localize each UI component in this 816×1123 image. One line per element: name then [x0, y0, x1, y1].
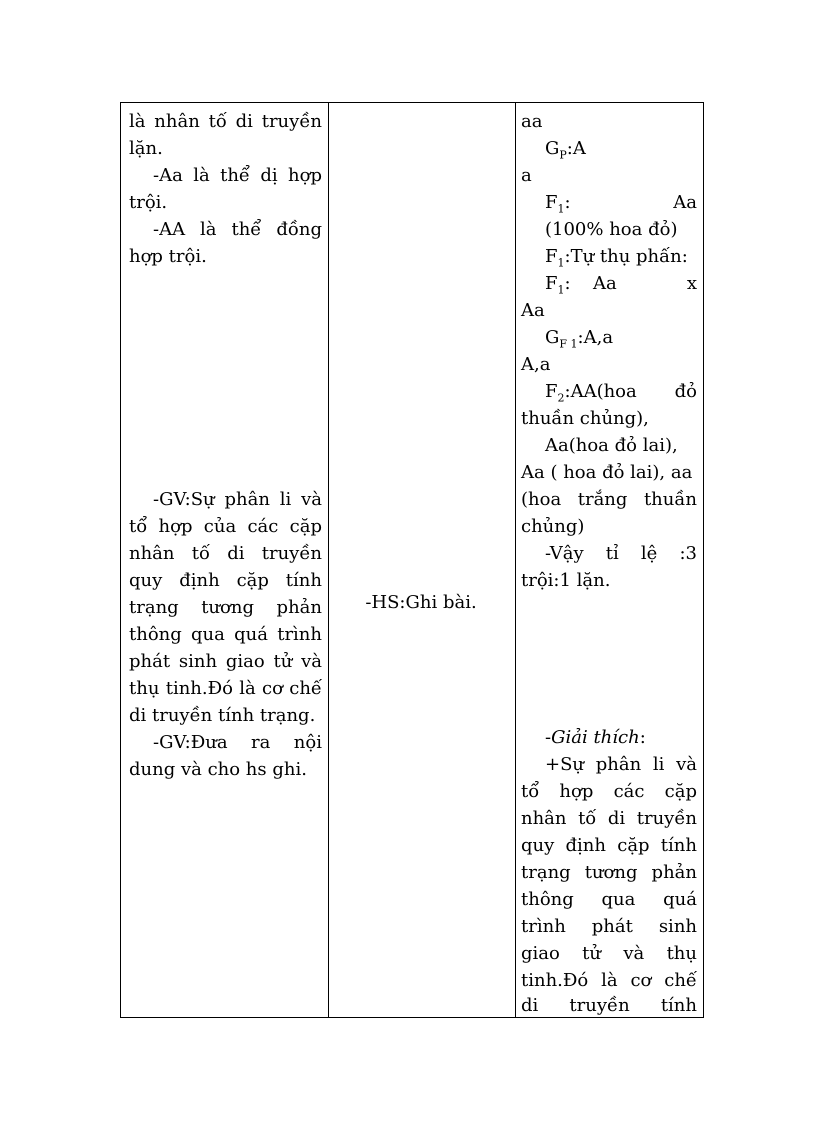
col3-line: nhân tố di truyền	[521, 808, 697, 829]
col3-line: $F_1:Tự$ thụ phấn:	[545, 246, 688, 270]
column-divider	[328, 103, 329, 1017]
col1-line: phát sinh giao tử và	[129, 651, 322, 672]
col3-line: (100% hoa đỏ)	[545, 219, 678, 240]
col3-line: chủng)	[521, 516, 585, 537]
col3-line: trạng tương phản	[521, 862, 697, 883]
column-divider	[515, 103, 516, 1017]
col3-line: thông qua quá	[521, 889, 697, 910]
col1-line: trội.	[129, 192, 168, 213]
col3-line: aa	[521, 111, 543, 132]
col3-line: Aa(hoa đỏ lai),	[545, 435, 678, 456]
col1-line: là nhân tố di truyền	[129, 111, 322, 132]
col3-line: Aa	[521, 300, 545, 321]
col3-line: $G_{F 1}:A,a$	[545, 327, 614, 351]
col1-line: quy định cặp tính	[129, 570, 322, 591]
col3-line: -Vậy tỉ lệ :3	[545, 543, 697, 564]
col3-line: di truyền tính	[521, 995, 697, 1016]
col1-line: dung và cho hs ghi.	[129, 759, 307, 780]
col3-line: giao tử và thụ	[521, 943, 697, 964]
lesson-table	[120, 102, 704, 1018]
col3-line: a	[521, 165, 532, 186]
col1-line: -GV:Đưa ra nội	[153, 732, 322, 753]
col3-line: trội:1 lặn.	[521, 570, 611, 591]
col3-line: trình phát sinh	[521, 916, 697, 937]
col1-line: -GV:Sự phân li và	[153, 489, 322, 510]
col3-line: quy định cặp tính	[521, 835, 697, 856]
col3-line: $F_1$: Aa	[545, 192, 697, 216]
col1-line: -Aa là thể dị hợp	[153, 165, 322, 186]
col3-line: A,a	[521, 354, 551, 375]
explain-heading: -Giải thích:	[545, 727, 646, 748]
col3-line: tinh.Đó là cơ chế	[521, 970, 697, 991]
col3-line: $G_P:A$	[545, 138, 586, 162]
col1-line: nhân tố di truyền	[129, 543, 322, 564]
col3-line: +Sự phân li và	[545, 754, 697, 775]
col1-line: trạng tương phản	[129, 597, 322, 618]
col1-line: hợp trội.	[129, 246, 207, 267]
col3-line: $F_2:AA(hoa$ đỏ	[545, 381, 697, 405]
col1-line: tổ hợp của các cặp	[129, 516, 322, 537]
col3-line: (hoa trắng thuần	[521, 489, 697, 510]
hs-note: -HS:Ghi bài.	[365, 592, 477, 613]
col3-line: Aa ( hoa đỏ lai), aa	[521, 462, 693, 483]
col1-line: lặn.	[129, 138, 163, 159]
col1-line: thụ tinh.Đó là cơ chế	[129, 678, 322, 699]
col3-line: $F_1$: Aa x	[545, 273, 697, 297]
col1-line: di truyền tính trạng.	[129, 705, 316, 726]
col3-line: thuần chủng),	[521, 408, 649, 429]
col1-line: -AA là thể đồng	[153, 219, 322, 240]
col1-line: thông qua quá trình	[129, 624, 322, 645]
col3-line: tổ hợp các cặp	[521, 781, 697, 802]
